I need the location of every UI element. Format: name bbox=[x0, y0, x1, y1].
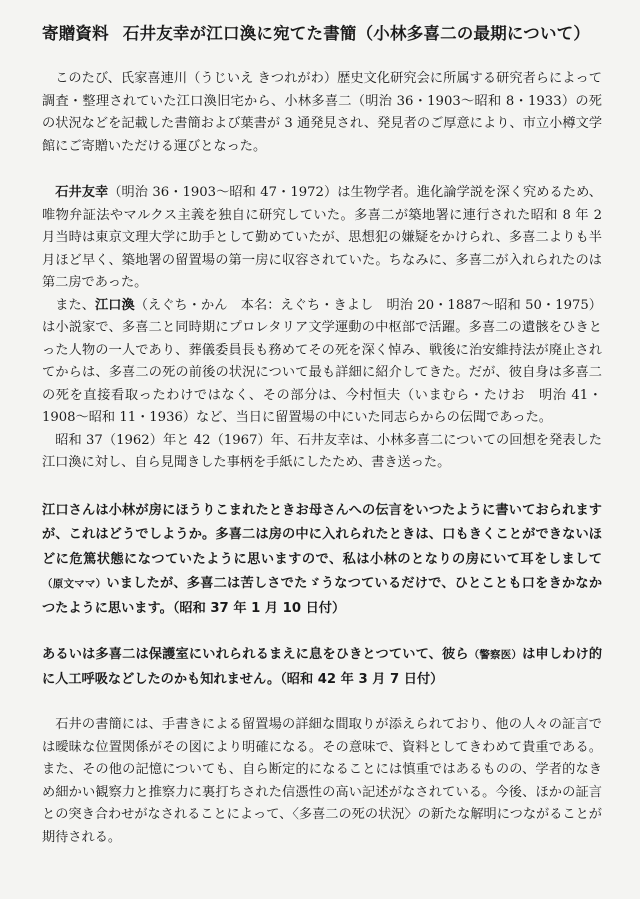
title-text: 石井友幸が江口渙に宛てた書簡（小林多喜二の最期について） bbox=[122, 24, 591, 43]
eguchi-name: 江口渙 bbox=[94, 297, 135, 313]
quote2-before: あるいは多喜二は保護室にいれられるまえに息をひきとつていて、彼ら bbox=[42, 647, 469, 662]
quote-1963 bbox=[42, 499, 602, 622]
ishii-text: （明治 36・1903〜昭和 47・1972）は生物学者。進化論学説を深く究めるため、唯物弁証法やマルクス主義を独自に研究していた。多喜二が築地署に連行された昭和 8 年 2 月当時は東京文理大学に助手として勤めていたが、思想犯の嫌疑をかけられ、多喜二よりも半月ほど早く、築地署の留置場の第一房に収容されていた。ちなみに、多喜二が入れられたのは第二房であった。 bbox=[42, 185, 602, 290]
document-title bbox=[42, 20, 602, 44]
quote2-after: は申しわけ的に人工呼吸などしたのかも知れません。（昭和 42 年 3 月 7 日付） bbox=[42, 647, 603, 687]
quote1-note: （原文ママ） bbox=[42, 578, 107, 590]
title-label: 寄贈資料 bbox=[42, 24, 109, 43]
ishii-paragraph bbox=[42, 182, 602, 295]
eguchi-prefix: また、 bbox=[55, 297, 95, 313]
quote1-before: 江口さんは小林が房にほうりこまれたときお母さんへの伝言をいつたように書いておられますが、これはどうでしようか。多喜二は房の中に入れられたときは、口もきくことができないほどに危篤状態になつていたように思いますので、私は小林のとなりの房にいて耳をしまして bbox=[42, 502, 602, 567]
eguchi-paragraph bbox=[42, 295, 602, 430]
eguchi-text: （えぐち・かん 本名：えぐち・きよし 明治 20・1887〜昭和 50・1975）は小説家で、多喜二と同時期にプロレタリア文学運動の中枢部で活躍。多喜二の遺骸をひきとった人物の一人であり、葬儀委員長も務めてその死を深く悼み、戦後に治安維持法が廃止されてからは、多喜二の死の前後の状況について最も詳細に紹介してきた。だが、彼自身は多喜二の死を直接看取ったわけではなく、その部分は、今村恒夫（いまむら・たけお 明治 41・1908〜昭和 11・1936）など、当日に留置場の中にいた同志らからの伝聞であった。 bbox=[42, 297, 602, 425]
quote1-after: いましたが、多喜二は苦しさでたゞうなつているだけで、ひとことも口をきかなかつたように思います。（昭和 37 年 1 月 10 日付） bbox=[42, 576, 603, 616]
intro-paragraph: このたび、氏家喜連川（うじいえ きつれがわ）歴史文化研究会に所属する研究者らによって調査・整理されていた江口渙旧宅から、小林多喜二（明治 36・1903〜昭和 8・1933）の死の状況などを記載した書簡および葉書が 3 通発見され、発見者のご厚意により、市立小樽文学館にご寄贈いただける運びとなった。 bbox=[42, 71, 602, 154]
quote2-note: （警察医） bbox=[468, 649, 523, 661]
quote-1967 bbox=[42, 643, 602, 692]
conclusion-paragraph: 石井の書簡には、手書きによる留置場の詳細な間取りが添えられており、他の人々の証言では曖昧な位置関係がその図により明確になる。その意味で、資料としてきわめて貴重である。また、その他の記憶についても、自ら断定的になることには慎重ではあるものの、学者的なきめ細かい観察力と推察力に裏打ちされた信憑性の高い記述がなされている。今後、ほかの証言との突き合わせがなされることによって、〈多喜二の死の状況〉の新たな解明につながることが期待される。 bbox=[42, 717, 602, 845]
background-paragraph: 昭和 37（1962）年と 42（1967）年、石井友幸は、小林多喜二についての回想を発表した江口渙に対し、自ら見聞きした事柄を手紙にしたため、書き送った。 bbox=[42, 432, 602, 470]
ishii-name: 石井友幸 bbox=[55, 185, 109, 200]
